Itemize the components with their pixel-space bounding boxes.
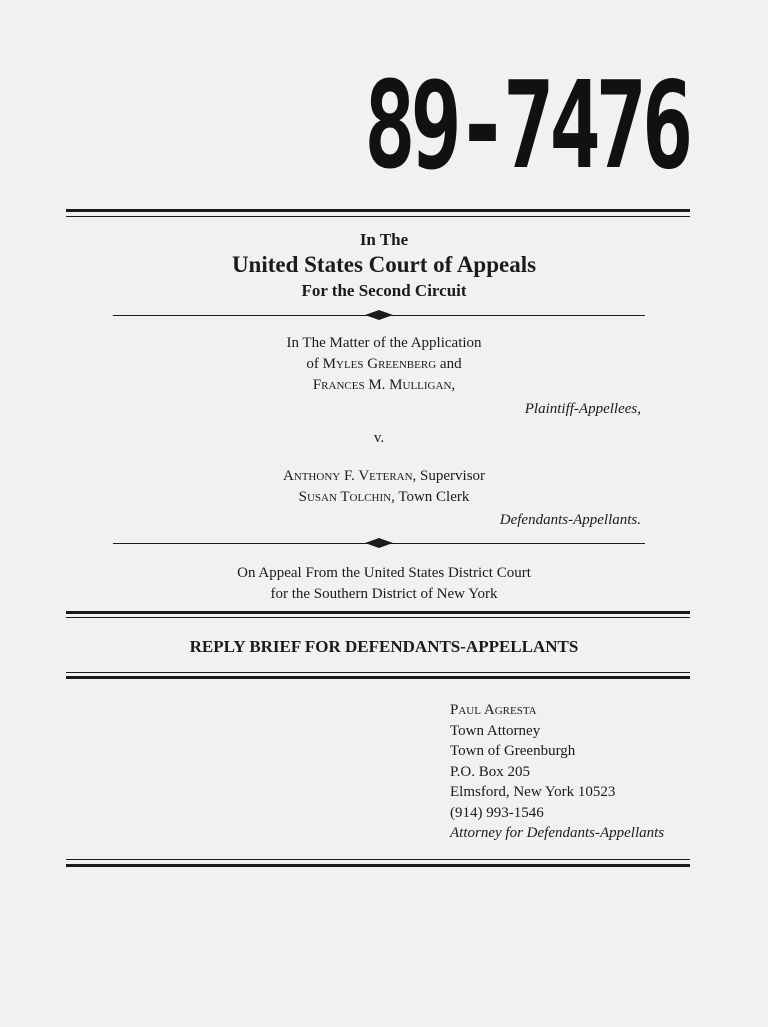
defendant-2-name: Susan Tolchin, <box>298 489 395 505</box>
attorney-name: Paul Agresta <box>450 702 537 718</box>
title-top-rule <box>66 611 690 618</box>
court-intro: In The <box>359 230 409 249</box>
defendants-role: Defendants-Appellants. <box>499 512 641 528</box>
docket-number: 89-7476 <box>364 57 688 196</box>
defendant-2 <box>0 487 768 508</box>
matter-line-2 <box>0 354 768 375</box>
matter-line-1: In The Matter of the Application <box>286 335 482 351</box>
brief-title: REPLY BRIEF FOR DEFENDANTS-APPELLANTS <box>189 637 579 656</box>
court-circuit: For the Second Circuit <box>301 281 467 300</box>
appeal-caption <box>0 563 768 605</box>
defendant-2-title: Town Clerk <box>398 489 470 505</box>
plaintiff-role: Plaintiff-Appellees, <box>524 401 641 417</box>
matter-conjunction: and <box>439 356 462 372</box>
bottom-rule <box>66 859 690 867</box>
defendant-1 <box>0 466 768 487</box>
appeal-line-2: for the Southern District of New York <box>270 586 498 602</box>
ornament-divider-2 <box>113 538 645 550</box>
top-rule <box>66 209 690 217</box>
attorney-phone: (914) 993-1546 <box>450 804 544 821</box>
defendant-1-title: Supervisor <box>420 468 486 484</box>
attorney-role: Attorney for Defendants-Appellants <box>450 825 665 841</box>
plaintiff-name-2: Frances M. Mulligan, <box>312 377 456 393</box>
attorney-city: Elmsford, New York 10523 <box>450 784 616 800</box>
attorney-po-box: P.O. Box 205 <box>450 763 531 780</box>
defendant-1-name: Anthony F. Veteran, <box>282 468 417 484</box>
attorney-title: Town Attorney <box>450 722 541 739</box>
attorney-block <box>450 700 664 844</box>
defendants-caption <box>0 466 768 508</box>
ornament-divider <box>113 310 645 322</box>
court-name: United States Court of Appeals <box>231 252 537 277</box>
title-bottom-rule <box>66 672 690 679</box>
appeal-line-1: On Appeal From the United States District Court <box>237 565 531 581</box>
attorney-office: Town of Greenburgh <box>450 743 576 759</box>
matter-caption <box>0 333 768 396</box>
versus: v. <box>373 430 385 446</box>
matter-prefix: of <box>306 356 319 372</box>
plaintiff-name-1: Myles Greenberg <box>322 356 437 372</box>
